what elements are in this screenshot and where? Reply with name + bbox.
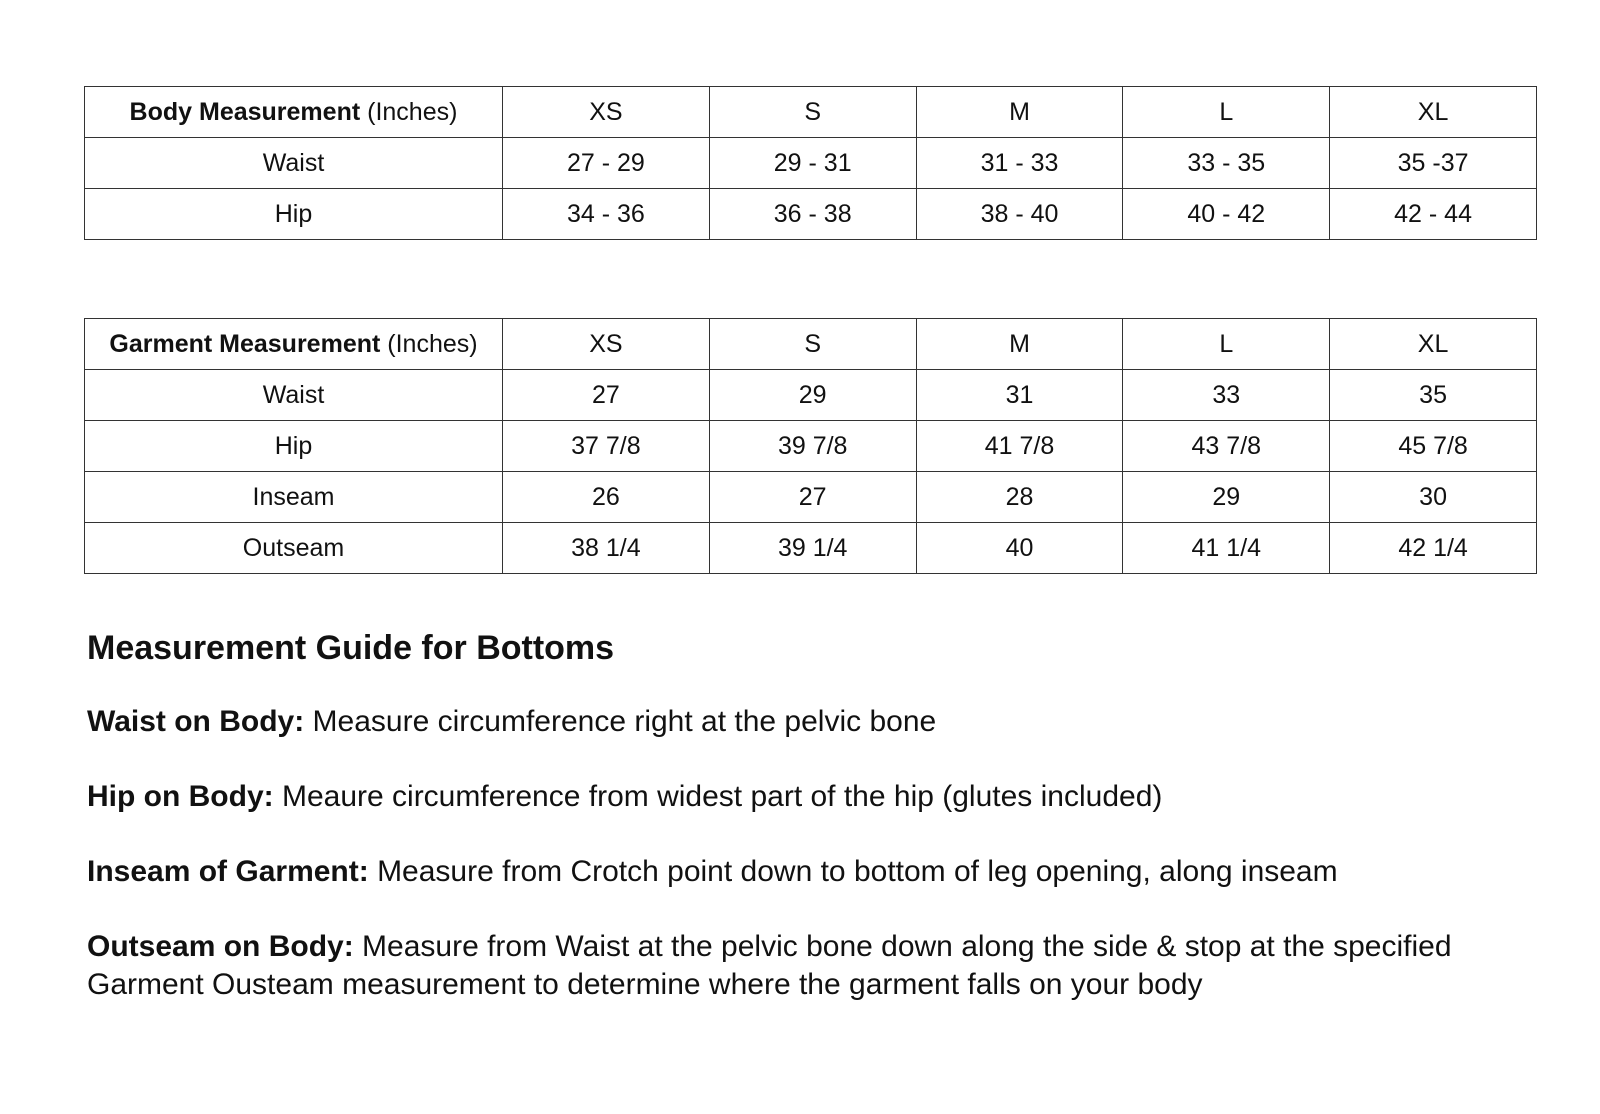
row-label: Outseam (85, 523, 503, 574)
table-cell: 29 (1123, 472, 1330, 523)
table-cell: 29 - 31 (709, 138, 916, 189)
size-header-xl: XL (1330, 319, 1537, 370)
table-header-row (85, 87, 1537, 138)
table-cell: 27 - 29 (503, 138, 710, 189)
table-cell: 42 1/4 (1330, 523, 1537, 574)
row-label: Hip (85, 189, 503, 240)
guide-title: Measurement Guide for Bottoms (87, 629, 615, 667)
table-row (85, 472, 1537, 523)
table-row (85, 421, 1537, 472)
table-cell: 43 7/8 (1123, 421, 1330, 472)
table-cell: 34 - 36 (503, 189, 710, 240)
guide-text: Measure from Crotch point down to bottom of leg opening, along inseam (368, 855, 1338, 889)
size-header-m: M (916, 87, 1123, 138)
table-cell: 39 7/8 (709, 421, 916, 472)
body-measurement-table (84, 86, 1537, 240)
table-header-label (85, 87, 503, 138)
table-header-label (85, 319, 503, 370)
table-cell: 36 - 38 (709, 189, 916, 240)
table-cell: 45 7/8 (1330, 421, 1537, 472)
table-cell: 35 (1330, 370, 1537, 421)
size-header-l: L (1123, 319, 1330, 370)
table-cell: 40 (916, 523, 1123, 574)
table-header-label-bold: Garment Measurement (109, 329, 381, 358)
table-cell: 42 - 44 (1330, 189, 1537, 240)
guide-term: Hip on Body: (87, 780, 274, 814)
table-header-row (85, 319, 1537, 370)
guide-term: Waist on Body: (87, 705, 305, 739)
table-cell: 33 (1123, 370, 1330, 421)
measurement-guide (87, 630, 1567, 1041)
table-cell: 38 1/4 (503, 523, 710, 574)
size-header-l: L (1123, 87, 1330, 138)
table-cell: 31 - 33 (916, 138, 1123, 189)
size-header-s: S (709, 87, 916, 138)
size-header-xl: XL (1330, 87, 1537, 138)
table-row (85, 189, 1537, 240)
table-cell: 27 (503, 370, 710, 421)
table-cell: 28 (916, 472, 1123, 523)
table-row (85, 370, 1537, 421)
size-header-m: M (916, 319, 1123, 370)
table-cell: 30 (1330, 472, 1537, 523)
guide-term: Inseam of Garment: (87, 855, 369, 889)
row-label: Inseam (85, 472, 503, 523)
guide-term: Outseam on Body: (87, 930, 354, 964)
row-label: Waist (85, 370, 503, 421)
size-header-xs: XS (503, 87, 710, 138)
table-header-label-unit: (Inches) (360, 97, 458, 126)
table-cell: 37 7/8 (503, 421, 710, 472)
table-cell: 27 (709, 472, 916, 523)
table-header-label-bold: Body Measurement (129, 97, 361, 126)
garment-measurement-table (84, 318, 1537, 574)
table-cell: 40 - 42 (1123, 189, 1330, 240)
guide-text: Measure from Waist at the pelvic bone down along the side & stop at the specified Garment Ousteam measurement to determine where the garment falls on your body (87, 930, 1452, 1002)
table-cell: 41 1/4 (1123, 523, 1330, 574)
table-cell: 41 7/8 (916, 421, 1123, 472)
guide-text: Measure circumference right at the pelvic bone (304, 705, 937, 739)
table-cell: 38 - 40 (916, 189, 1123, 240)
guide-text: Meaure circumference from widest part of the hip (glutes included) (273, 780, 1163, 814)
table-cell: 26 (503, 472, 710, 523)
size-header-s: S (709, 319, 916, 370)
table-row (85, 523, 1537, 574)
table-cell: 35 -37 (1330, 138, 1537, 189)
table-cell: 33 - 35 (1123, 138, 1330, 189)
row-label: Waist (85, 138, 503, 189)
table-header-label-unit: (Inches) (380, 329, 478, 358)
size-header-xs: XS (503, 319, 710, 370)
guide-item-hip (87, 778, 1567, 816)
table-cell: 39 1/4 (709, 523, 916, 574)
guide-item-inseam (87, 853, 1567, 891)
guide-item-waist (87, 703, 1567, 741)
guide-item-outseam (87, 928, 1567, 1004)
table-cell: 31 (916, 370, 1123, 421)
table-cell: 29 (709, 370, 916, 421)
row-label: Hip (85, 421, 503, 472)
table-row (85, 138, 1537, 189)
